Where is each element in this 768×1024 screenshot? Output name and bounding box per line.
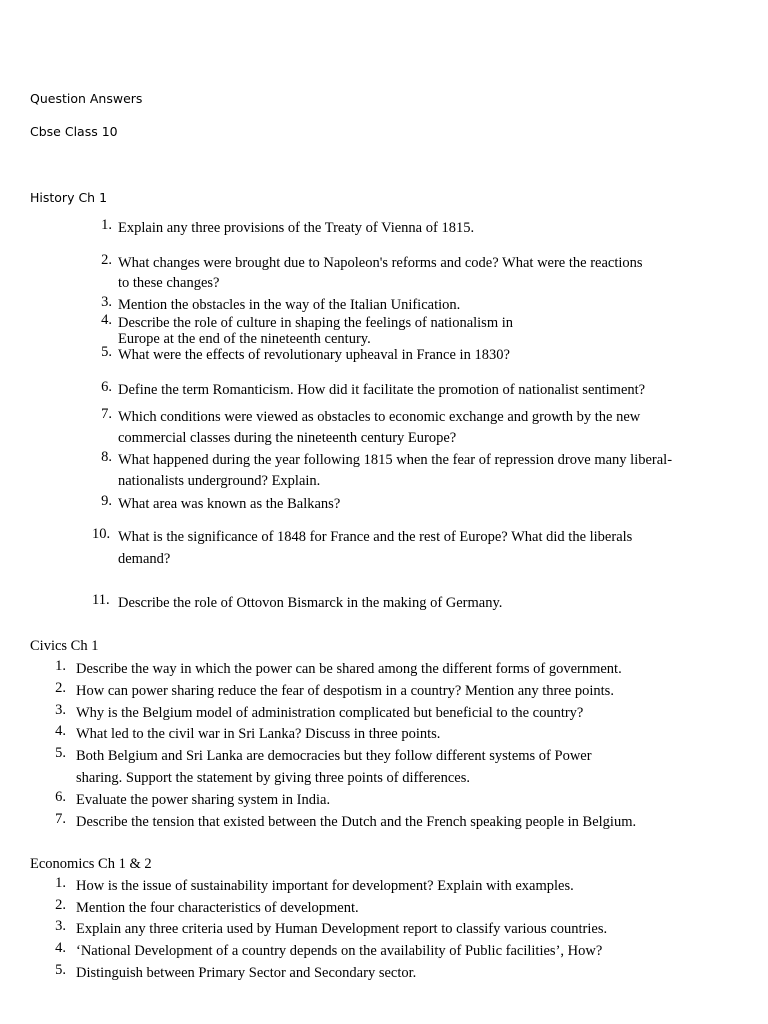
item-text: How can power sharing reduce the fear of despotism in a country? Mention any three points. <box>76 683 614 699</box>
item-text: to these changes? <box>118 275 220 291</box>
item-text: Evaluate the power sharing system in India. <box>76 792 331 808</box>
item-text: Describe the role of Ottovon Bismarck in the making of Germany. <box>118 595 503 611</box>
item-number: 7. <box>101 406 112 422</box>
item-number: 10. <box>92 526 111 542</box>
item-text: demand? <box>118 551 171 567</box>
item-number: 1. <box>101 217 112 233</box>
item-number: 9. <box>101 493 112 509</box>
item-number: 1. <box>55 658 66 674</box>
item-number: 4. <box>55 940 66 956</box>
item-text: Describe the tension that existed between the Dutch and the French speaking people in Belgium. <box>76 814 637 830</box>
item-number: 11. <box>92 592 110 608</box>
item-text: Mention the obstacles in the way of the Italian Unification. <box>118 297 461 313</box>
item-number: 3. <box>101 294 112 310</box>
history-heading: History Ch 1 <box>30 190 108 205</box>
item-text: Both Belgium and Sri Lanka are democracies but they follow different systems of Power <box>76 748 592 764</box>
item-text: What happened during the year following 1815 when the fear of repression drove many liberal- <box>118 452 673 468</box>
item-text: How is the issue of sustainability important for development? Explain with examples. <box>76 878 574 894</box>
doc-subtitle: Cbse Class 10 <box>30 124 118 139</box>
item-number: 2. <box>55 897 66 913</box>
item-text: Describe the way in which the power can be shared among the different forms of government. <box>76 661 622 677</box>
item-number: 7. <box>55 811 66 827</box>
item-text: What led to the civil war in Sri Lanka? Discuss in three points. <box>76 726 441 742</box>
item-number: 4. <box>101 312 112 328</box>
civics-heading: Civics Ch 1 <box>30 638 99 654</box>
item-number: 8. <box>101 449 112 465</box>
item-text: Explain any three criteria used by Human Development report to classify various countries. <box>76 921 608 937</box>
item-number: 6. <box>101 379 112 395</box>
item-text: commercial classes during the nineteenth century Europe? <box>118 430 457 446</box>
item-text: What were the effects of revolutionary upheaval in France in 1830? <box>118 347 510 363</box>
item-number: 4. <box>55 723 66 739</box>
item-number: 1. <box>55 875 66 891</box>
item-text: Why is the Belgium model of administration complicated but beneficial to the country? <box>76 705 584 721</box>
item-text: nationalists underground? Explain. <box>118 473 321 489</box>
item-text: What is the significance of 1848 for France and the rest of Europe? What did the liberals <box>118 529 633 545</box>
item-number: 5. <box>55 745 66 761</box>
item-number: 2. <box>55 680 66 696</box>
item-text: ‘National Development of a country depends on the availability of Public facilities’, How? <box>76 943 603 959</box>
item-text: sharing. Support the statement by giving three points of differences. <box>76 770 470 786</box>
item-number: 5. <box>55 962 66 978</box>
item-text: What area was known as the Balkans? <box>118 496 341 512</box>
item-text: What changes were brought due to Napoleon's reforms and code? What were the reactions <box>118 255 643 271</box>
item-number: 6. <box>55 789 66 805</box>
item-text: Mention the four characteristics of development. <box>76 900 359 916</box>
item-number: 3. <box>55 918 66 934</box>
doc-title: Question Answers <box>30 91 143 106</box>
item-text: Which conditions were viewed as obstacles to economic exchange and growth by the new <box>118 409 641 425</box>
item-number: 5. <box>101 344 112 360</box>
item-text: Define the term Romanticism. How did it facilitate the promotion of nationalist sentiment? <box>118 382 646 398</box>
item-text: Explain any three provisions of the Treaty of Vienna of 1815. <box>118 220 475 236</box>
item-number: 2. <box>101 252 112 268</box>
item-text: Distinguish between Primary Sector and Secondary sector. <box>76 965 417 981</box>
item-number: 3. <box>55 702 66 718</box>
economics-heading: Economics Ch 1 & 2 <box>30 856 152 872</box>
item-text: Europe at the end of the nineteenth century. <box>118 331 371 347</box>
item-text: Describe the role of culture in shaping the feelings of nationalism in <box>118 315 514 331</box>
